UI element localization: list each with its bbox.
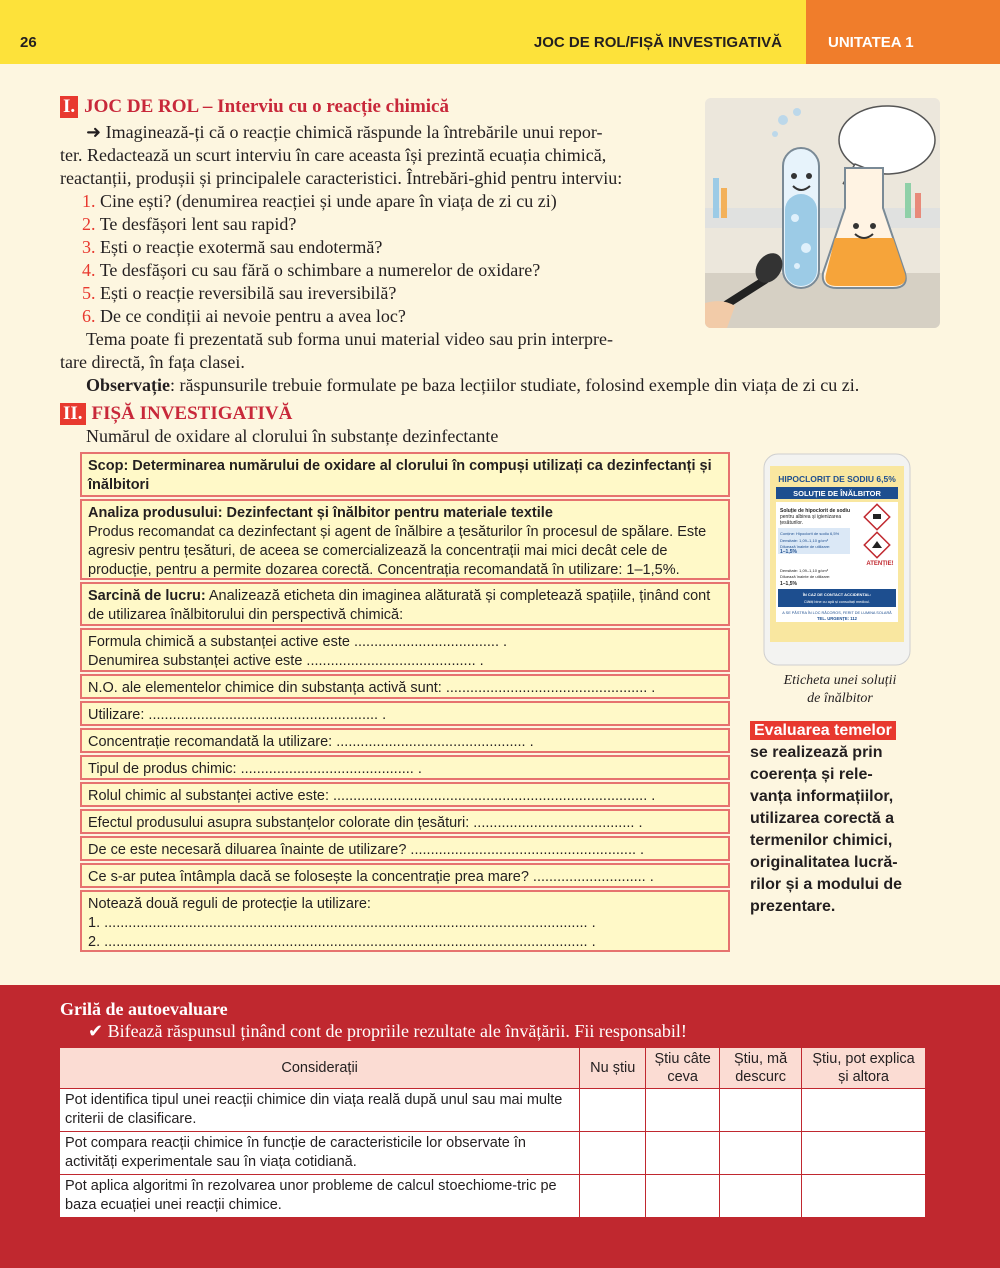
column-header: Știu câte ceva xyxy=(646,1048,720,1089)
unit-tab xyxy=(806,0,1000,64)
section-1-heading xyxy=(60,96,449,118)
section-2-badge: II. xyxy=(60,403,86,425)
evaluation-highlight: Evaluarea temelor xyxy=(750,721,896,740)
product-type-field[interactable]: Tipul de produs chimic: ........................................... . xyxy=(80,755,730,780)
checkbox-cell-nu-stiu[interactable] xyxy=(580,1175,646,1218)
table-header-row xyxy=(60,1048,926,1089)
checkbox-cell-stiu-ceva[interactable] xyxy=(646,1175,720,1218)
unit-label: UNITATEA 1 xyxy=(828,34,914,51)
question-item: 4. Te desfășori cu sau fără o schimbare a numerelor de oxidare? xyxy=(82,260,541,280)
label-line: Diluează înainte de utilizare: xyxy=(780,574,831,579)
formula-box xyxy=(80,628,730,672)
label-line: pentru albirea și igienizarea xyxy=(780,514,842,520)
section-1-badge: I. xyxy=(60,96,78,118)
reaction-interview-image xyxy=(705,98,940,328)
table-row xyxy=(60,1132,926,1175)
consideration-cell: Pot aplica algoritmi în rezolvarea unor probleme de calcul stoechiome-tric pe baza ecuației unei reacții chimice. xyxy=(60,1175,580,1218)
protection-rules-title: Notează două reguli de protecție la utilizare: xyxy=(88,896,371,912)
bleach-label-image xyxy=(762,452,912,667)
label-line: ÎN CAZ DE CONTACT ACCIDENTAL: xyxy=(802,592,872,597)
self-assessment-instruction: ✔ Bifează răspunsul ținând cont de propriile rezultate ale învățării. Fii responsabil! xyxy=(88,1021,687,1041)
analysis-text: Produs recomandat ca dezinfectant și agent de înălbire a țesăturilor în procesul de spălare. Este agresiv pentru țesături, de aceea se comercializează la concentrații mai mici decât cele de producție, pentru a permite dozarea corectă. Concentrația recomandată în utilizare: 1–1,5%. xyxy=(88,524,707,578)
interview-illustration xyxy=(705,98,940,328)
checkbox-cell-pot-explica[interactable] xyxy=(802,1175,926,1218)
label-subtitle: SOLUȚIE DE ÎNĂLBITOR xyxy=(793,489,881,498)
question-item: 1. Cine ești? (denumirea reacției și unde apare în viața de zi cu zi) xyxy=(82,191,557,211)
concentration-field[interactable]: Concentrație recomandată la utilizare: ............................................... . xyxy=(80,728,730,753)
section-2-subtitle: Numărul de oxidare al clorului în substanțe dezinfectante xyxy=(86,426,499,446)
self-assessment-title: Grilă de autoevaluare xyxy=(60,999,228,1019)
label-line: TEL. URGENȚE: 112 xyxy=(816,616,858,621)
consideration-cell: Pot identifica tipul unei reacții chimice din viața reală după unul sau mai multe criterii de clasificare. xyxy=(60,1089,580,1132)
chemical-role-field[interactable]: Rolul chimic al substanței active este: .............................................................................. . xyxy=(80,782,730,807)
dilution-field[interactable]: De ce este necesară diluarea înainte de utilizare? ........................................................ . xyxy=(80,836,730,861)
task-text: Analizează eticheta din imaginea alăturată și completează spațiile, ținând cont de utilizarea înălbitorului din perspectivă chimică: xyxy=(88,588,711,623)
theme-line-2: tare directă, în fața clasei. xyxy=(60,352,245,372)
question-item: 3. Ești o reacție exotermă sau endotermă? xyxy=(82,237,383,257)
evaluation-note: Evaluarea temelor se realizează prin coerența și rele- vanța informațiilor, utilizarea corectă a termenilor chimici, originalitatea lucră- rilor și a modului de prezentare. xyxy=(750,722,903,915)
analysis-box xyxy=(80,499,730,580)
overconcentration-field[interactable]: Ce s-ar putea întâmpla dacă se folosește la concentrație prea mare? ............................ . xyxy=(80,863,730,888)
label-line: Diluează înainte de utilizare: xyxy=(780,544,831,549)
label-line: Conține: Hipoclorit de sodiu 6,5% xyxy=(780,531,840,536)
question-item: 6. De ce condiții ai nevoie pentru a avea loc? xyxy=(82,306,406,326)
intro-line-2: ter. Redactează un scurt interviu în care aceasta își prezintă ecuația chimică, xyxy=(60,145,607,165)
formula-field[interactable]: Formula chimică a substanței active este .................................... . xyxy=(88,634,508,650)
checkbox-cell-ma-descurc[interactable] xyxy=(720,1175,802,1218)
checkbox-cell-pot-explica[interactable] xyxy=(802,1089,926,1132)
task-label: Sarcină de lucru: xyxy=(88,588,206,604)
section-1-title: JOC DE ROL – Interviu cu o reacție chimică xyxy=(84,96,449,117)
label-line: Densitate: 1,09–1,10 g/cm³ xyxy=(780,568,829,573)
name-field[interactable]: Denumirea substanței active este .......................................... . xyxy=(88,653,484,669)
scope-box: Scop: Determinarea numărului de oxidare al clorului în compuși utilizați ca dezinfectanți și înălbitori xyxy=(80,452,730,497)
checkbox-cell-nu-stiu[interactable] xyxy=(580,1132,646,1175)
rule-2-field[interactable]: 2. ........................................................................................................................ . xyxy=(88,934,596,950)
checkbox-cell-pot-explica[interactable] xyxy=(802,1132,926,1175)
oxidation-numbers-field[interactable]: N.O. ale elementelor chimice din substanța activă sunt: .................................................. . xyxy=(80,674,730,699)
page-header xyxy=(0,0,1000,64)
column-header: Știu, mă descurc xyxy=(720,1048,802,1089)
usage-field[interactable]: Utilizare: ......................................................... . xyxy=(80,701,730,726)
checkbox-cell-stiu-ceva[interactable] xyxy=(646,1132,720,1175)
label-line: Densitate: 1,09–1,10 g/cm³ xyxy=(780,538,829,543)
section-2-heading xyxy=(60,403,292,425)
running-title: JOC DE ROL/FIȘĂ INVESTIGATIVĂ xyxy=(533,34,782,51)
column-header: Știu, pot explica și altora xyxy=(802,1048,926,1089)
label-brand: HIPOCLORIT DE SODIU 6,5% xyxy=(778,474,896,484)
label-line: țesăturilor. xyxy=(780,520,804,526)
label-line: Clătiți bine cu apă și consultați medicul. xyxy=(803,600,871,604)
theme-line-1: Tema poate fi prezentată sub forma unui material video sau prin interpre- xyxy=(86,329,614,349)
question-item: 2. Te desfășori lent sau rapid? xyxy=(82,214,297,234)
observation xyxy=(86,374,859,397)
intro-line-1: ➜ Imaginează-ți că o reacție chimică răspunde la întrebările unui repor- xyxy=(86,122,603,142)
table-row xyxy=(60,1175,926,1218)
checkbox-cell-ma-descurc[interactable] xyxy=(720,1089,802,1132)
column-header: Considerații xyxy=(60,1048,580,1089)
checkbox-cell-stiu-ceva[interactable] xyxy=(646,1089,720,1132)
self-assessment-table xyxy=(59,1047,926,1218)
effect-field[interactable]: Efectul produsului asupra substanțelor colorate din țesături: ........................................ . xyxy=(80,809,730,834)
column-header: Nu știu xyxy=(580,1048,646,1089)
question-item: 5. Ești o reacție reversibilă sau ireversibilă? xyxy=(82,283,397,303)
label-line: 1–1,5% xyxy=(780,581,797,587)
label-line: A SE PĂSTRA ÎN LOC RĂCOROS, FERIT DE LUMINA SOLARĂ xyxy=(782,611,892,615)
task-box xyxy=(80,582,730,626)
self-assessment-panel xyxy=(0,985,1000,1268)
consideration-cell: Pot compara reacții chimice în funcție de caracteristicile lor observate în activități experimentale sau în viața cotidiană. xyxy=(60,1132,580,1175)
analysis-label: Analiza produsului: Dezinfectant și înălbitor pentru materiale textile xyxy=(88,505,553,521)
label-caption: Eticheta unei soluții de înălbitor xyxy=(783,673,897,706)
section-2-title: FIȘĂ INVESTIGATIVĂ xyxy=(91,403,293,424)
table-row xyxy=(60,1089,926,1132)
label-line: 1–1,5% xyxy=(780,549,797,555)
rule-1-field[interactable]: 1. ........................................................................................................................ . xyxy=(88,915,596,931)
intro-line-3: reactanții, produșii și principalele caracteristici. Întrebări-ghid pentru interviu: xyxy=(60,168,623,188)
checkbox-cell-ma-descurc[interactable] xyxy=(720,1132,802,1175)
label-line: Soluție de hipoclorit de sodiu xyxy=(780,508,851,514)
protection-rules-box xyxy=(80,890,730,952)
page-number: 26 xyxy=(20,34,37,51)
observation-text: : răspunsurile trebuie formulate pe baza lecțiilor studiate, folosind exemple din viața de zi cu zi. xyxy=(169,375,860,395)
checkbox-cell-nu-stiu[interactable] xyxy=(580,1089,646,1132)
observation-label: Observație xyxy=(86,375,170,395)
label-warning: ATENȚIE! xyxy=(866,561,894,567)
